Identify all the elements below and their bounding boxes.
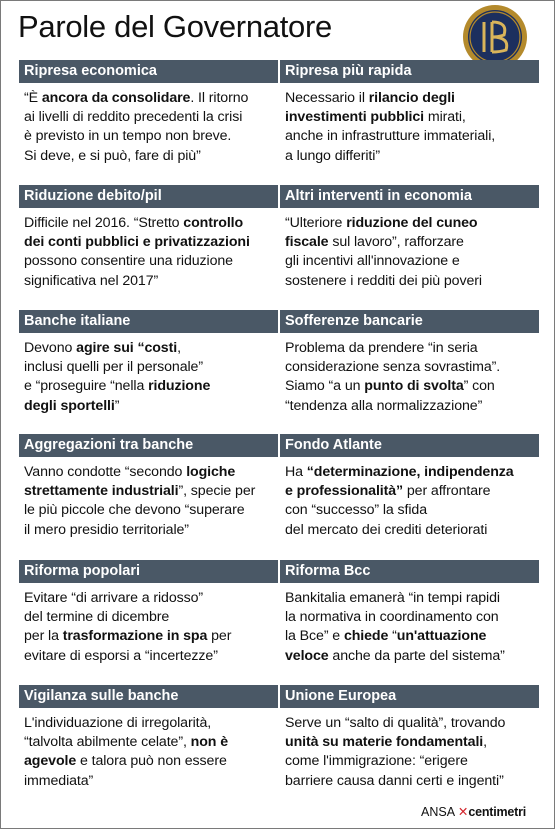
card-text-line <box>285 627 537 646</box>
card-text-line <box>24 272 276 291</box>
emphasis-text: punto di svolta <box>364 378 464 395</box>
text-segment: Evitare “di arrivare a ridosso” <box>24 590 204 606</box>
text-segment: . Il ritorno <box>190 90 249 106</box>
text-segment: ai livelli di reddito precedenti la crisi <box>24 109 243 126</box>
card-body <box>19 83 278 166</box>
text-segment: , <box>483 734 487 751</box>
text-segment: inclusi quelli per il personale” <box>24 359 203 376</box>
card-body <box>19 457 278 540</box>
centimetri-mark-icon: ✕ <box>457 805 469 819</box>
text-segment: Bankitalia emanerà “in tempi rapidi <box>285 590 500 606</box>
card-text-line <box>285 377 537 396</box>
text-segment: ”, specie per <box>178 483 256 500</box>
card-body <box>19 583 278 666</box>
card-heading: Ripresa più rapida <box>280 60 539 83</box>
credit-agency: ANSA <box>421 805 455 819</box>
emphasis-text: fiscale <box>285 234 329 251</box>
emphasis-text: unità su materie fondamentali <box>285 734 484 751</box>
card-text-line <box>285 772 537 791</box>
emphasis-text: strettamente industriali <box>24 483 179 500</box>
text-segment: “tendenza alla normalizzazione” <box>285 397 483 414</box>
text-segment: Vanno condotte “secondo <box>24 464 187 480</box>
card-text-line <box>24 377 276 396</box>
statement-card <box>19 434 278 540</box>
text-segment: a lungo differiti” <box>285 147 380 164</box>
emphasis-text: controllo <box>183 215 244 231</box>
text-segment: Difficile nel 2016. “Stretto <box>24 215 184 231</box>
card-text-line <box>24 733 276 752</box>
text-segment: “Ulteriore <box>285 215 347 231</box>
card-heading: Riforma popolari <box>19 560 278 583</box>
card-text-line <box>24 482 276 501</box>
statement-card <box>19 60 278 166</box>
card-text-line <box>24 608 276 627</box>
text-segment: Si deve, e si può, fare di più” <box>24 147 201 164</box>
card-heading: Aggregazioni tra banche <box>19 434 278 457</box>
text-segment: il mero presidio territoriale” <box>24 521 189 538</box>
card-heading: Altri interventi in economia <box>280 185 539 208</box>
card-text-line <box>285 147 537 166</box>
emphasis-text: logiche <box>186 464 236 480</box>
text-segment: Serve un “salto di qualità”, trovando <box>285 715 506 731</box>
text-segment: Devono <box>24 340 77 356</box>
statement-card <box>280 60 539 166</box>
emphasis-text: “determinazione, indipendenza <box>306 464 514 480</box>
card-heading: Ripresa economica <box>19 60 278 83</box>
card-text-line <box>285 752 537 771</box>
emphasis-text: rilancio degli <box>368 90 455 106</box>
emphasis-text: agevole <box>24 753 77 770</box>
text-segment: del mercato dei crediti deteriorati <box>285 521 488 538</box>
card-text-line <box>285 397 537 416</box>
card-text-line <box>285 463 537 482</box>
text-segment: mirati, <box>424 109 466 126</box>
card-body <box>280 333 539 416</box>
card-heading: Riduzione debito/pil <box>19 185 278 208</box>
card-text-line <box>24 127 276 146</box>
emphasis-text: riduzione <box>148 378 211 395</box>
emphasis-text: veloce <box>285 647 329 664</box>
card-text-line <box>285 108 537 127</box>
text-segment: barriere causa danni certi e ingenti” <box>285 772 504 789</box>
text-segment: e “proseguire “nella <box>24 378 149 395</box>
card-text-line <box>285 733 537 752</box>
emphasis-text: agire sui “costi <box>76 340 178 356</box>
emphasis-text: investimenti pubblici <box>285 109 425 126</box>
card-heading: Unione Europea <box>280 685 539 708</box>
card-text-line <box>24 252 276 271</box>
statement-card <box>19 185 278 291</box>
emphasis-text: chiede <box>343 628 389 645</box>
text-segment: è previsto in un tempo non breve. <box>24 128 232 145</box>
text-segment: evitare di esporsi a “incertezze” <box>24 647 218 664</box>
text-segment: Siamo “a un <box>285 378 365 395</box>
card-heading: Banche italiane <box>19 310 278 333</box>
card-body <box>280 208 539 291</box>
card-text-line <box>24 714 276 733</box>
card-body <box>280 457 539 540</box>
card-body <box>19 208 278 291</box>
text-segment: , <box>177 340 181 356</box>
text-segment: anche da parte del sistema” <box>328 647 505 664</box>
card-text-line <box>24 339 276 358</box>
card-text-line <box>24 89 276 108</box>
text-segment: le più piccole che devono “superare <box>24 502 245 519</box>
text-segment: sostenere i redditi dei più poveri <box>285 272 482 289</box>
card-heading: Sofferenze bancarie <box>280 310 539 333</box>
statement-card <box>19 310 278 416</box>
statement-card <box>19 685 278 791</box>
statement-card <box>280 685 539 791</box>
card-text-line <box>24 108 276 127</box>
text-segment: per la <box>24 628 63 645</box>
card-text-line <box>24 772 276 791</box>
card-text-line <box>24 397 276 416</box>
text-segment: possono consentire una riduzione <box>24 253 233 270</box>
text-segment: come l'immigrazione: “erigere <box>285 753 468 770</box>
text-segment: ” con <box>463 378 495 395</box>
credit-brand: centimetri <box>468 805 527 819</box>
emphasis-text: e professionalità” <box>285 483 404 500</box>
text-segment: considerazione senza sovrastima”. <box>285 359 501 376</box>
statement-card <box>280 310 539 416</box>
card-body <box>280 583 539 666</box>
text-segment: Ha <box>285 464 307 480</box>
card-heading: Vigilanza sulle banche <box>19 685 278 708</box>
card-text-line <box>285 608 537 627</box>
card-text-line <box>24 214 276 233</box>
emphasis-text: degli sportelli <box>24 397 115 414</box>
text-segment: per <box>207 628 232 645</box>
card-text-line <box>285 214 537 233</box>
card-text-line <box>285 127 537 146</box>
card-text-line <box>285 589 537 608</box>
card-text-line <box>24 501 276 520</box>
text-segment: “talvolta abilmente celate”, <box>24 734 191 751</box>
text-segment: con “successo” la sfida <box>285 502 427 519</box>
card-body <box>19 708 278 791</box>
card-text-line <box>24 647 276 666</box>
text-segment: “ <box>388 628 397 645</box>
text-segment: e talora può non essere <box>76 753 227 770</box>
statement-card <box>280 185 539 291</box>
text-segment: Necessario il <box>285 90 369 106</box>
card-text-line <box>285 339 537 358</box>
text-segment: L'individuazione di irregolarità, <box>24 715 212 731</box>
emphasis-text: riduzione del cuneo <box>346 215 478 231</box>
emphasis-text: non è <box>190 734 228 751</box>
text-segment: immediata” <box>24 772 94 789</box>
card-heading: Riforma Bcc <box>280 560 539 583</box>
text-segment: per affrontare <box>403 483 491 500</box>
text-segment: del termine di dicembre <box>24 609 170 626</box>
card-text-line <box>285 233 537 252</box>
text-segment: ” <box>114 397 120 414</box>
card-text-line <box>285 482 537 501</box>
card-body <box>19 333 278 416</box>
emphasis-text: dei conti pubblici e privatizzazioni <box>24 234 250 251</box>
text-segment: Problema da prendere “in seria <box>285 340 478 356</box>
card-body <box>280 708 539 791</box>
card-text-line <box>24 521 276 540</box>
emphasis-text: ancora da consolidare <box>41 90 191 106</box>
card-text-line <box>285 89 537 108</box>
card-text-line <box>24 627 276 646</box>
statement-card <box>19 560 278 666</box>
card-text-line <box>285 501 537 520</box>
text-segment: la Bce” e <box>285 628 344 645</box>
card-text-line <box>24 463 276 482</box>
card-text-line <box>24 752 276 771</box>
card-text-line <box>285 714 537 733</box>
text-segment: “È <box>24 90 42 106</box>
card-text-line <box>285 252 537 271</box>
statement-card <box>280 434 539 540</box>
text-segment: gli incentivi all'innovazione e <box>285 253 460 270</box>
credit-line <box>421 804 526 819</box>
emphasis-text: trasformazione in spa <box>62 628 208 645</box>
statement-card <box>280 560 539 666</box>
card-text-line <box>24 147 276 166</box>
card-text-line <box>285 647 537 666</box>
text-segment: sul lavoro”, rafforzare <box>328 234 464 251</box>
page-title: Parole del Governatore <box>18 9 332 44</box>
card-text-line <box>24 233 276 252</box>
card-text-line <box>285 521 537 540</box>
card-text-line <box>285 358 537 377</box>
text-segment: la normativa in coordinamento con <box>285 609 499 626</box>
card-heading: Fondo Atlante <box>280 434 539 457</box>
text-segment: significativa nel 2017” <box>24 272 159 289</box>
card-text-line <box>24 589 276 608</box>
card-text-line <box>24 358 276 377</box>
card-text-line <box>285 272 537 291</box>
emphasis-text: un'attuazione <box>396 628 487 645</box>
card-body <box>280 83 539 166</box>
text-segment: anche in infrastrutture immateriali, <box>285 128 496 145</box>
